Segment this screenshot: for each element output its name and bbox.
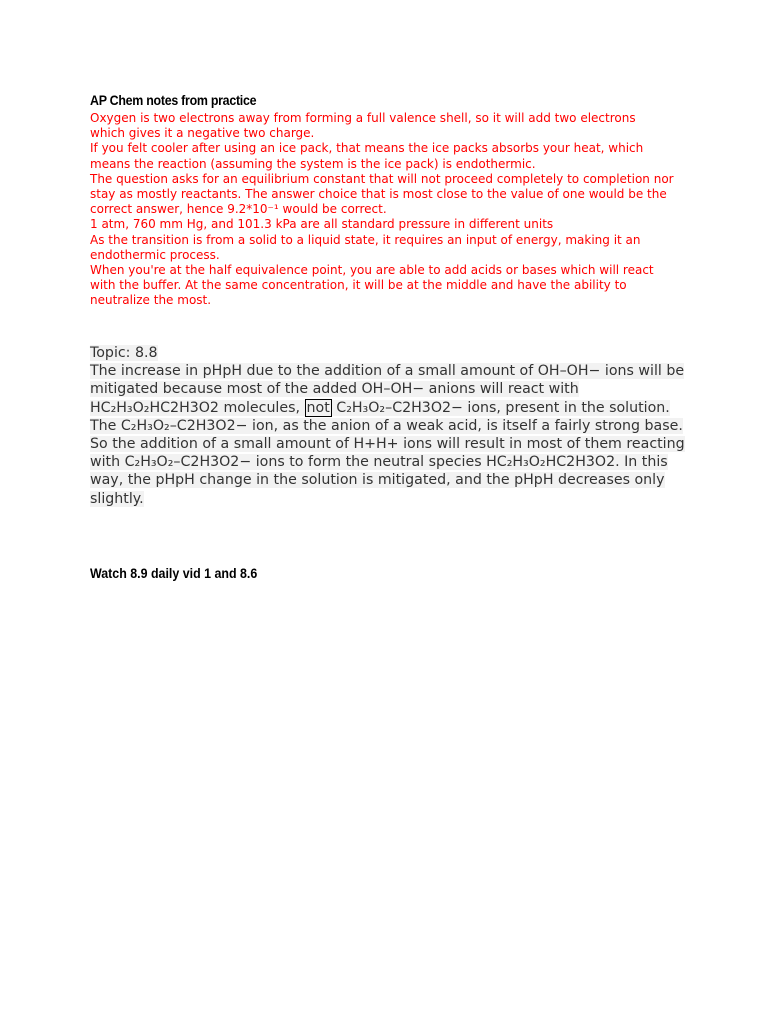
- topic-paragraph-2: The C₂H₃O₂–C2H3O2− ion, as the anion of a weak acid, is itself a fairly strong base. So the addition of a small amount of H+H+ ions will result in most of them reacting with C₂H₃O₂–C2H3O2− ions to form the neutral species HC₂H₃O₂HC2H3O2. In this way, the pHpH change in the solution is mitigated, and the pHpH decreases only slightly.: [90, 417, 685, 507]
- watch-note: Watch 8.9 daily vid 1 and 8.6: [90, 566, 258, 581]
- topic-section: [90, 344, 690, 508]
- note-transition: As the transition is from a solid to a liquid state, it requires an input of energy, making it an endothermic process.: [90, 232, 641, 262]
- note-pressure: 1 atm, 760 mm Hg, and 101.3 kPa are all standard pressure in different units: [90, 217, 554, 232]
- note-oxygen: Oxygen is two electrons away from forming a full valence shell, so it will add two electrons which gives it a negative two charge.: [90, 111, 636, 141]
- note-ice-pack: If you felt cooler after using an ice pack, that means the ice packs absorbs your heat, which means the reaction (assuming the system is the ice pack) is endothermic.: [90, 141, 644, 171]
- note-equilibrium: The question asks for an equilibrium constant that will not proceed completely to completion nor stay as mostly reactants. The answer choice that is most close to the value of one would be the correct answer, hence 9.2*10⁻¹ would be correct.: [90, 171, 674, 217]
- note-half-equivalence: When you're at the half equivalence point, you are able to add acids or bases which will react with the buffer. At the same concentration, it will be at the middle and have the ability to neutralize the most.: [90, 263, 654, 308]
- topic-heading: Topic: 8.8: [90, 345, 158, 361]
- notes-title: AP Chem notes from practice: [90, 93, 257, 108]
- practice-notes: [90, 111, 690, 309]
- topic-paragraph-1: The increase in pHpH due to the addition of a small amount of OH–OH− ions will be mitigated because most of the added OH–OH− anions will react with HC₂H₃O₂HC2H3O2 molecules, not C₂H₃O₂–C2H3O2− ions, present in the solution.: [90, 363, 685, 416]
- boxed-word: not: [306, 399, 330, 416]
